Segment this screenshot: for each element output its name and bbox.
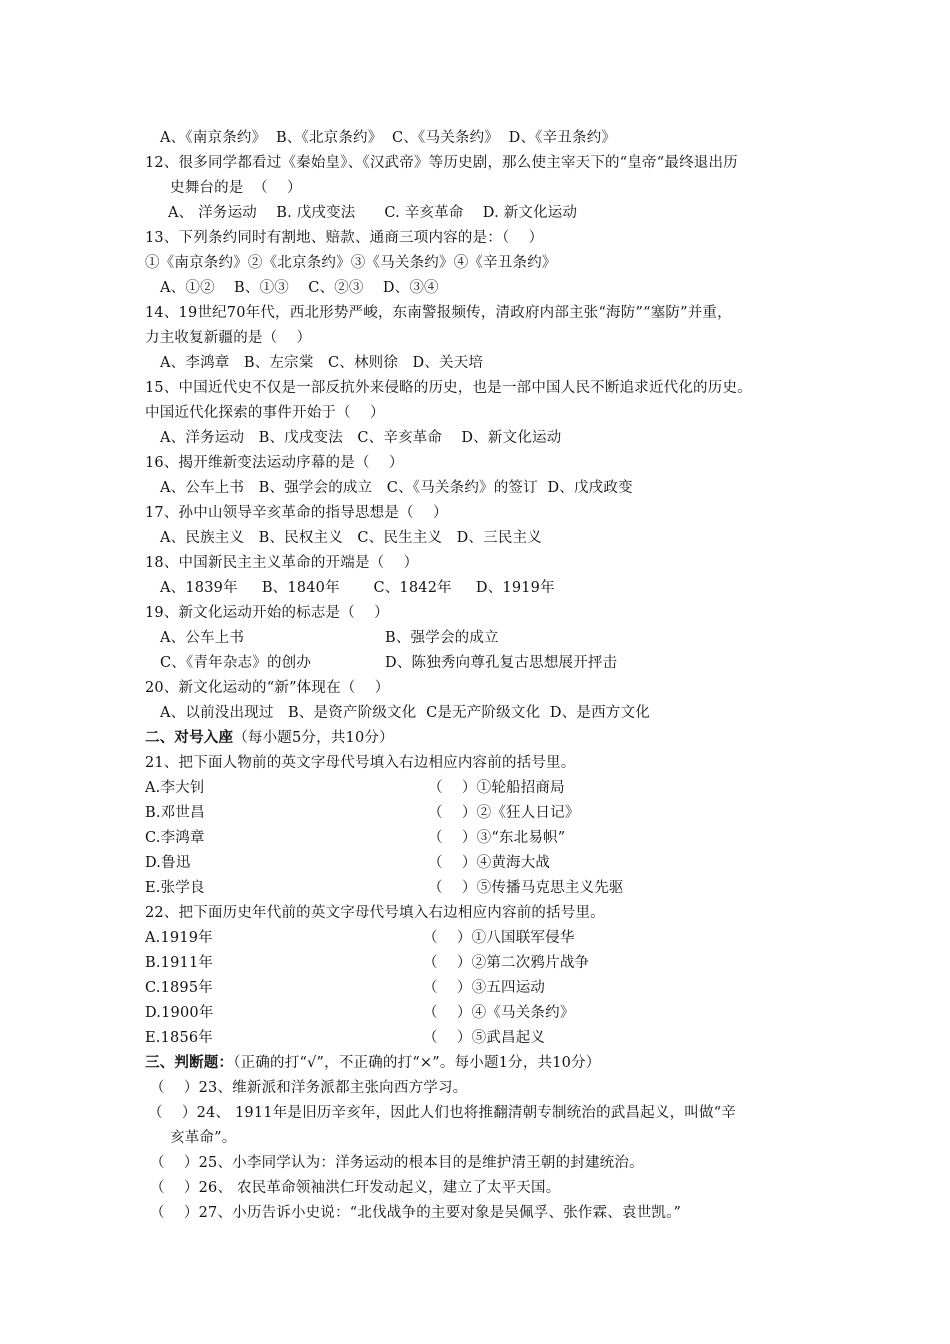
q19-option-a: A、公车上书 <box>160 630 245 646</box>
q19-stem: 19、新文化运动开始的标志是（ ） <box>145 605 389 621</box>
q20-stem: 20、新文化运动的“新”体现在（ ） <box>145 680 390 696</box>
q11-options: A、《南京条约》 B、《北京条约》 C、《马关条约》 D、《辛丑条约》 <box>160 130 617 146</box>
section3-title: 三、判断题： <box>145 1054 234 1071</box>
q19-option-d: D、陈独秀向尊孔复古思想展开抨击 <box>385 655 618 671</box>
q21-stem: 21、把下面人物前的英文字母代号填入右边相应内容前的括号里。 <box>145 755 576 771</box>
q13-items: ①《南京条约》②《北京条约》③《马关条约》④《辛丑条约》 <box>145 255 557 271</box>
q23: （ ）23、维新派和洋务派都主张向西方学习。 <box>150 1080 468 1096</box>
q16-options: A、公车上书 B、强学会的成立 C、《马关条约》的签订 D、戊戌政变 <box>160 480 633 496</box>
q20-options: A、以前没出现过 B、是资产阶级文化 C是无产阶级文化 D、是西方文化 <box>160 705 650 721</box>
q22-right-item: （ ）③五四运动 <box>423 980 546 996</box>
q21-right-item: （ ）④黄海大战 <box>428 855 551 871</box>
q14-options: A、李鸿章 B、左宗棠 C、林则徐 D、关天培 <box>160 355 484 371</box>
q21-left-item: B.邓世昌 <box>145 805 205 821</box>
q22-left-item: D.1900年 <box>145 1005 214 1021</box>
q21-left-item: A.李大钊 <box>145 780 205 796</box>
q22-right-item: （ ）④《马关条约》 <box>423 1005 575 1021</box>
q25: （ ）25、小李同学认为：洋务运动的根本目的是维护清王朝的封建统治。 <box>150 1155 644 1171</box>
q21-right-item: （ ）②《狂人日记》 <box>428 805 580 821</box>
q24: （ ）24、 1911年是旧历辛亥年，因此人们也将推翻清朝专制统治的武昌起义，叫做“辛 <box>148 1105 737 1121</box>
q15-stem: 15、中国近代史不仅是一部反抗外来侵略的历史，也是一部中国人民不断追求近代化的历史。 <box>145 380 752 396</box>
q13-stem: 13、下列条约同时有割地、赔款、通商三项内容的是：（ ） <box>145 230 544 246</box>
section2-note: （每小题5分，共10分） <box>233 730 394 746</box>
q24-cont: 亥革命”。 <box>170 1130 237 1146</box>
q21-left-item: E.张学良 <box>145 880 205 896</box>
q21-right-item: （ ）①轮船招商局 <box>428 780 565 796</box>
q17-stem: 17、孙中山领导辛亥革命的指导思想是（ ） <box>145 505 448 521</box>
section2-title: 二、对号入座 <box>145 729 234 746</box>
q22-left-item: C.1895年 <box>145 980 213 996</box>
section2-heading <box>145 728 394 748</box>
q15-stem-cont: 中国近代化探索的事件开始于（ ） <box>145 405 385 421</box>
q12-options: A、 洋务运动 B. 戊戌变法 C. 辛亥革命 D. 新文化运动 <box>168 205 578 221</box>
q27: （ ）27、小历告诉小史说：“北伐战争的主要对象是吴佩孚、张作霖、袁世凯。” <box>150 1205 682 1221</box>
q12-stem: 12、很多同学都看过《秦始皇》、《汉武帝》等历史剧，那么使主宰天下的“皇帝“最终退出历 <box>145 155 738 171</box>
section3-note: （正确的打“√”，不正确的打“×”。每小题1分，共10分） <box>233 1055 601 1071</box>
q12-stem-cont: 史舞台的是 （ ） <box>170 180 302 196</box>
q16-stem: 16、揭开维新变法运动序幕的是（ ） <box>145 455 404 471</box>
q22-stem: 22、把下面历史年代前的英文字母代号填入右边相应内容前的括号里。 <box>145 905 605 921</box>
q18-stem: 18、中国新民主主义革命的开端是（ ） <box>145 555 419 571</box>
q21-right-item: （ ）③“东北易帜” <box>428 830 566 846</box>
q21-right-item: （ ）⑤传播马克思主义先驱 <box>428 880 624 896</box>
q22-right-item: （ ）①八国联军侵华 <box>423 930 575 946</box>
q21-left-item: C.李鸿章 <box>145 830 205 846</box>
q13-options: A、①② B、①③ C、②③ D、③④ <box>160 280 439 296</box>
q22-left-item: B.1911年 <box>145 955 214 971</box>
q26: （ ）26、 农民革命领袖洪仁玕发动起义，建立了太平天国。 <box>150 1180 561 1196</box>
q14-stem: 14、19世纪70年代，西北形势严峻，东南警报频传，清政府内部主张“海防”“塞防”并重， <box>145 305 732 321</box>
q22-right-item: （ ）⑤武昌起义 <box>423 1030 546 1046</box>
section3-heading <box>145 1053 600 1073</box>
q17-options: A、民族主义 B、民权主义 C、民生主义 D、三民主义 <box>160 530 542 546</box>
q19-option-b: B、强学会的成立 <box>385 630 499 646</box>
q19-option-c: C、《青年杂志》的创办 <box>160 655 312 671</box>
q22-left-item: E.1856年 <box>145 1030 213 1046</box>
q22-right-item: （ ）②第二次鸦片战争 <box>423 955 590 971</box>
q14-stem-cont: 力主收复新疆的是（ ） <box>145 330 312 346</box>
q15-options: A、洋务运动 B、戊戌变法 C、辛亥革命 D、新文化运动 <box>160 430 562 446</box>
q18-options: A、1839年 B、1840年 C、1842年 D、1919年 <box>160 580 555 596</box>
q22-left-item: A.1919年 <box>145 930 213 946</box>
q21-left-item: D.鲁迅 <box>145 855 191 871</box>
